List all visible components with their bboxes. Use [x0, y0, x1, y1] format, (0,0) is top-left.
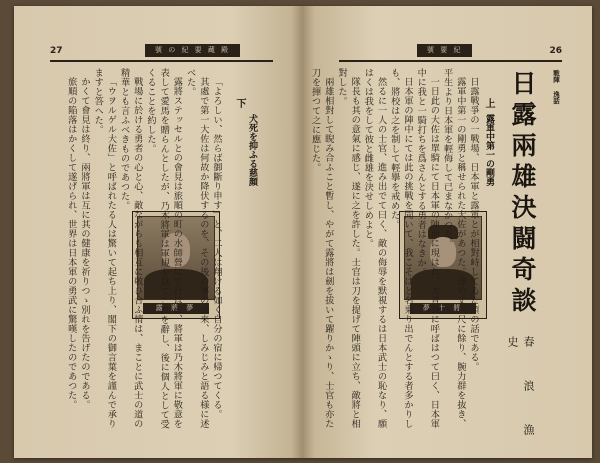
right-section-marker: 上	[483, 98, 494, 108]
right-body-text	[309, 68, 480, 438]
left-running-title: 號 の 紀 要 蔵 殿	[145, 44, 240, 57]
open-book	[14, 6, 592, 458]
left-page	[14, 6, 303, 458]
article-author: 春 浪 漁 史	[506, 336, 535, 445]
paragraph: 一日此の大佐は單騎にて日本軍の陣前に現はれ、大音聲に呼ばはつて曰く、日本軍中に我と一騎打ちを爲さんとする勇者はなきか。	[415, 68, 440, 429]
right-running-title: 號 要 紀	[417, 44, 472, 57]
article-category-label: 戰陣 逸話	[552, 70, 560, 104]
paragraph: 露將ステッセルとの會見は旅順の町の水師營にて行はれ、將軍は乃木將軍に敬意を表して愛馬を贈らんとしたが、乃木將軍は軍規を以てこれを辭し、後に個人として受くることを約した。	[144, 68, 183, 429]
left-page-number: 27	[50, 46, 63, 56]
left-section-heading: 犬死を抑ふる慈顔	[247, 114, 257, 186]
paragraph: 「よろしい、然らば御斷り申す」と、二人は翔ける如く自分の宿に帰つてくる。	[211, 77, 222, 420]
paragraph: 日本軍の陣中にては此の挑戰を聞いて、我こそはと名乗り出でんとする者多かりしも、將校は之を制して輕擧を戒めた。	[388, 68, 413, 429]
right-photo-caption: 夢 十 將	[410, 303, 476, 314]
paragraph: 露軍中第一の剛勇と稱せられた大佐があつた。身の丈六尺に餘り、腕力群を抜き、平生より日本軍を輕侮して已まなかつた。	[441, 68, 466, 429]
article-title-column	[504, 70, 540, 318]
right-section-heading: 露軍中第一の剛勇	[484, 114, 494, 186]
paragraph: 戰場に於ける勇者の心と心、敵ながらも相互に敬ひ合ふ情は、まことに武士の道の精華とも言ふべきものであつた。	[118, 68, 143, 429]
paragraph: 日露戰爭の一戰場、日本軍と露軍とが相對峙してゐた頃の話である。	[468, 77, 479, 372]
right-page-number: 26	[549, 46, 562, 56]
paragraph: 旅順の陥落はかくして遂げられ、世界は日本軍の勇武に驚嘆したのであつた。	[65, 77, 77, 410]
paragraph: 兩雄相對して睨み合ふこと暫し、やがて露將は劍を拔いて躍りかゝり、士官も亦た刀を揮つて之に應じた。	[309, 68, 334, 429]
paragraph: 「ウヲルゲル大佐」と呼ばれたる人は驚いて起ち上り、閣下の御言葉を謹んで承りますと答へた。	[92, 68, 117, 429]
paragraph: 然るに一人の士官、進み出でて曰く、敵の侮辱を默視するは日本武士の恥なり、願はくは我をして彼と雌雄を決せしめよと。	[362, 68, 387, 429]
left-photo-caption: 露 將 夢	[143, 303, 209, 314]
paragraph: 其處で第一大佐は何故か降伏するのを、その後の事の由来、しみじみと語る様に述べた。	[184, 68, 209, 429]
paragraph: かくて會見は終り、兩將軍は互に其の健康を祈りつゝ別れを告げたのである。	[78, 77, 90, 410]
left-page-header	[50, 44, 273, 62]
paragraph: 隊長も其の意氣に感じ、遂に之を許した。士官は刀を提げて陣頭に立ち、敵將と相對した。	[335, 68, 361, 429]
right-page-header	[339, 44, 562, 62]
left-body-text	[50, 68, 223, 438]
left-section-marker: 下	[234, 98, 245, 108]
right-page	[303, 6, 592, 458]
article-title: 日露兩雄決闘奇談	[508, 70, 537, 318]
